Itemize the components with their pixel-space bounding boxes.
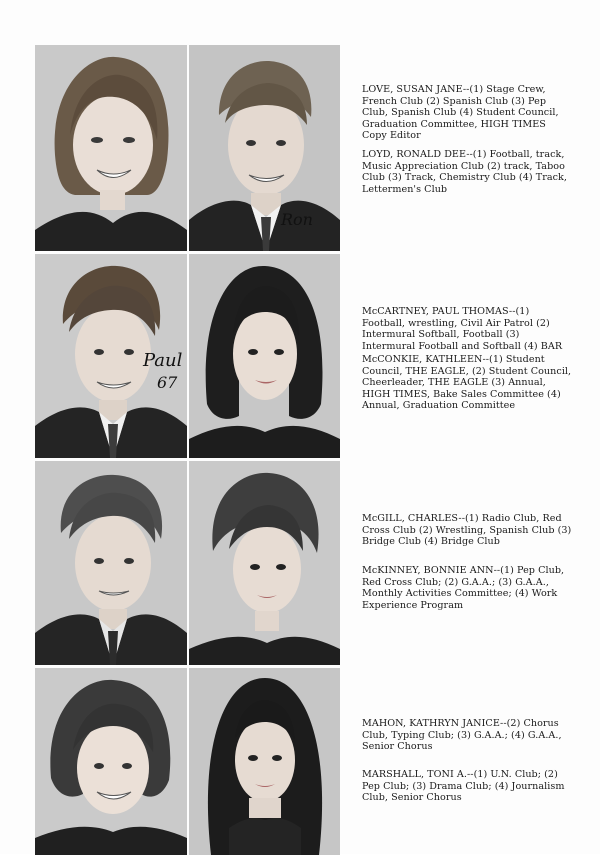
portrait-mckinney-bonnie <box>189 461 340 665</box>
bio-text: MARSHALL, TONI A.--(1) U.N. Club; (2) Pep Club; (3) Drama Club; (4) Journalism Club, Senior Chorus <box>362 769 565 804</box>
signature-ron: Ron <box>281 210 313 229</box>
bio-mccartney-paul <box>362 306 572 352</box>
portrait-grid <box>35 45 340 855</box>
portrait-mahon-kathryn <box>35 668 187 855</box>
signature-paul: Paul <box>143 350 183 371</box>
bio-text: MAHON, KATHRYN JANICE--(2) Chorus Club, Typing Club; (3) G.A.A.; (4) G.A.A., Senior Chorus <box>362 718 562 753</box>
bio-text: McCARTNEY, PAUL THOMAS--(1) Football, wrestling, Civil Air Patrol (2) Intermural Softball, Football (3) Intermural Football and Softball (4) BAR <box>362 306 563 352</box>
bio-mcgill-charles <box>362 513 572 548</box>
bio-text: LOVE, SUSAN JANE--(1) Stage Crew, French Club (2) Spanish Club (3) Pep Club, Spanish Club (4) Student Council, Graduation Committee, HIGH TIMES Copy Editor <box>362 84 559 142</box>
portrait-love-susan <box>35 45 187 251</box>
bio-loyd-ronald <box>362 149 572 195</box>
bio-text: LOYD, RONALD DEE--(1) Football, track, Music Appreciation Club (2) track, Taboo Club (3) Track, Chemistry Club (4) Track, Lettermen's Club <box>362 149 568 195</box>
bio-text: McGILL, CHARLES--(1) Radio Club, Red Cross Club (2) Wrestling, Spanish Club (3) Bridge Club (4) Bridge Club <box>362 513 572 548</box>
bio-mckinney-bonnie <box>362 565 572 611</box>
portrait-mcconkie-kathleen <box>189 254 340 458</box>
bio-text: McKINNEY, BONNIE ANN--(1) Pep Club, Red Cross Club; (2) G.A.A.; (3) G.A.A., Monthly Activities Committee; (4) Work Experience Program <box>362 565 565 611</box>
portrait-mccartney-paul <box>35 254 187 458</box>
svg-text:67: 67 <box>157 373 178 392</box>
bio-mahon-kathryn <box>362 718 572 753</box>
bio-marshall-toni <box>362 769 572 804</box>
portrait-marshall-toni <box>189 668 340 855</box>
bio-text: McCONKIE, KATHLEEN--(1) Student Council, THE EAGLE, (2) Student Council, Cheerleader, THE EAGLE (3) Annual, HIGH TIMES, Bake Sales Committee (4) Annual, Graduation Committee <box>362 354 572 412</box>
bio-love-susan <box>362 84 572 142</box>
portrait-loyd-ronald <box>189 45 340 251</box>
bio-mcconkie-kathleen <box>362 354 572 412</box>
portrait-mcgill-charles <box>35 461 187 665</box>
